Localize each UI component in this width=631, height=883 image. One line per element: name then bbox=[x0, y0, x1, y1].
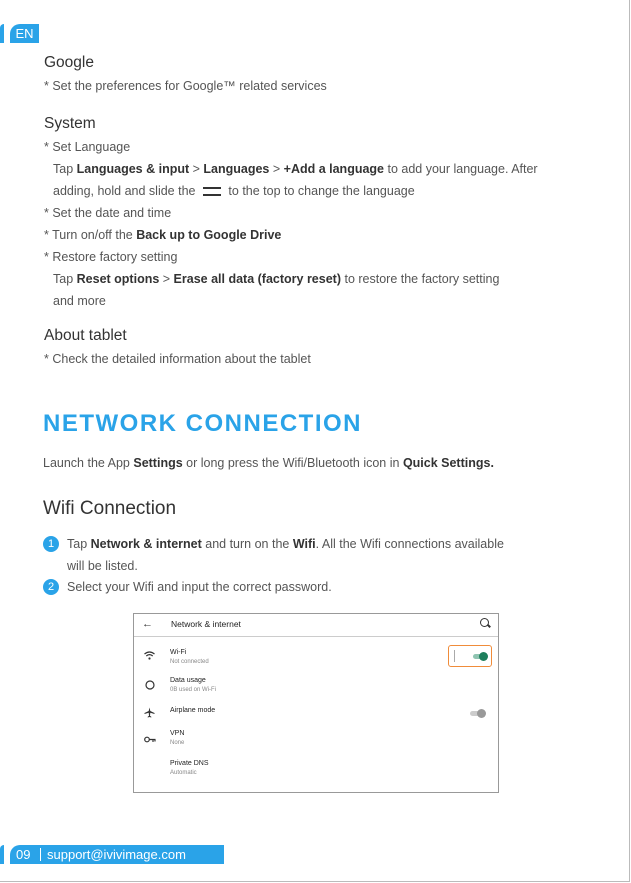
vpn-key-icon bbox=[144, 735, 156, 746]
arrow-left-icon[interactable]: ← bbox=[142, 618, 153, 630]
step-number-2: 2 bbox=[43, 579, 59, 595]
footer-separator bbox=[40, 848, 41, 861]
wifi-step-2: 2 Select your Wifi and input the correct password. bbox=[43, 576, 332, 598]
row-data-usage-sub: 0B used on Wi-Fi bbox=[170, 687, 217, 693]
row-vpn-sub: None bbox=[170, 740, 185, 746]
restore-instructions: Tap Reset options > Erase all data (factory reset) to restore the factory setting bbox=[53, 272, 500, 286]
date-time-line: * Set the date and time bbox=[44, 206, 172, 220]
row-vpn-title[interactable]: VPN bbox=[170, 730, 185, 737]
restore-instructions-line2: and more bbox=[53, 294, 106, 308]
about-line: * Check the detailed information about the tablet bbox=[44, 352, 311, 366]
support-email[interactable]: support@ivivimage.com bbox=[47, 847, 186, 862]
airplane-icon bbox=[144, 707, 155, 721]
about-heading: About tablet bbox=[44, 327, 127, 344]
restore-line: * Restore factory setting bbox=[44, 250, 178, 264]
toggle-divider bbox=[454, 650, 455, 662]
wifi-icon bbox=[144, 651, 155, 663]
airplane-toggle[interactable] bbox=[470, 711, 484, 716]
row-data-usage-title[interactable]: Data usage bbox=[170, 677, 206, 684]
settings-screenshot bbox=[133, 613, 499, 793]
row-wifi-sub: Not connected bbox=[170, 659, 209, 665]
row-private-dns-sub: Automatic bbox=[170, 770, 197, 776]
language-instructions-line2: adding, hold and slide the to the top to change the language bbox=[53, 184, 415, 198]
screenshot-header bbox=[134, 614, 498, 637]
footer-stripe bbox=[0, 845, 4, 864]
language-instructions: Tap Languages & input > Languages > +Add a language to add your language. After bbox=[53, 162, 538, 176]
network-launch-line: Launch the App Settings or long press the Wifi/Bluetooth icon in Quick Settings. bbox=[43, 456, 494, 470]
row-private-dns-title[interactable]: Private DNS bbox=[170, 760, 209, 767]
network-title: NETWORK CONNECTION bbox=[43, 410, 362, 437]
footer-bar bbox=[10, 845, 224, 864]
set-language-line: * Set Language bbox=[44, 140, 131, 154]
wifi-toggle-knob bbox=[479, 652, 488, 661]
lang-stripe bbox=[0, 24, 4, 43]
wifi-step-1-line2: will be listed. bbox=[67, 559, 138, 573]
wifi-title: Wifi Connection bbox=[43, 498, 177, 519]
wifi-step-1: 1 Tap Network & internet and turn on the Wifi. All the Wifi connections available bbox=[43, 533, 504, 555]
google-line: * Set the preferences for Google™ related services bbox=[44, 79, 327, 93]
row-wifi-title[interactable]: Wi-Fi bbox=[170, 649, 187, 656]
data-usage-icon bbox=[145, 680, 155, 693]
screenshot-header-title: Network & internet bbox=[171, 619, 241, 629]
wifi-toggle[interactable] bbox=[473, 654, 487, 659]
backup-line: * Turn on/off the Back up to Google Drive bbox=[44, 228, 282, 242]
language-tab: EN bbox=[10, 24, 39, 43]
page-number: 09 bbox=[16, 847, 31, 862]
search-icon[interactable] bbox=[480, 618, 489, 627]
airplane-toggle-knob bbox=[477, 709, 486, 718]
system-heading: System bbox=[44, 115, 96, 132]
drag-handle-icon bbox=[203, 187, 221, 196]
step-number-1: 1 bbox=[43, 536, 59, 552]
row-airplane-title[interactable]: Airplane mode bbox=[170, 707, 216, 714]
google-heading: Google bbox=[44, 54, 94, 71]
